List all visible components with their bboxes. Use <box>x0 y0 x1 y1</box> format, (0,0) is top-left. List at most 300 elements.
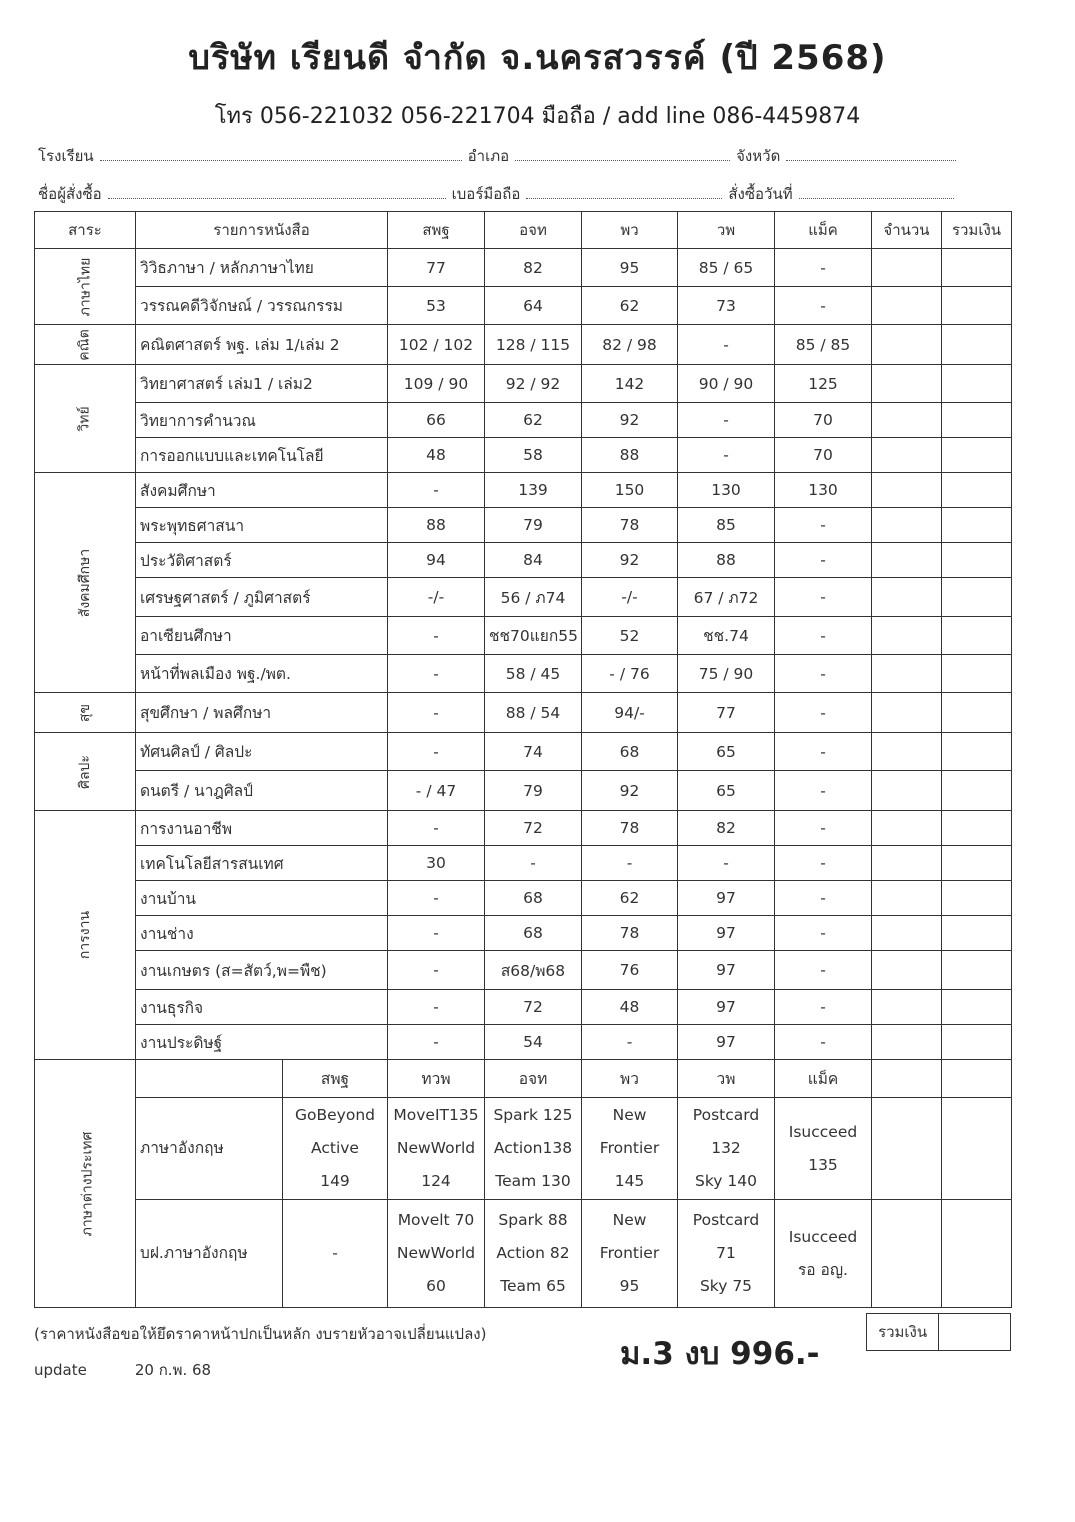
price-cell: - <box>775 771 872 811</box>
book-title: เศรษฐศาสตร์ / ภูมิศาสตร์ <box>136 578 388 617</box>
price-cell: 109 / 90 <box>388 365 485 403</box>
price-line: NewWorld <box>396 1139 476 1157</box>
subject-label: คณิต <box>76 328 93 361</box>
price-line: รอ อญ. <box>797 1260 848 1279</box>
price-cell <box>678 1098 775 1200</box>
price-line: Isucceed <box>788 1122 858 1141</box>
price-cell: 92 <box>582 403 678 438</box>
amount-cell[interactable] <box>942 508 1012 543</box>
quantity-cell[interactable] <box>872 403 942 438</box>
price-line: New <box>612 1106 647 1124</box>
price-cell: - <box>775 693 872 733</box>
price-cell: 84 <box>485 543 582 578</box>
budget-label: ม.3 งบ 996.- <box>620 1336 820 1372</box>
price-cell: 85 / 85 <box>775 325 872 365</box>
school-blank[interactable] <box>100 148 462 161</box>
buyer-label: ชื่อผู้สั่งซื้อ <box>38 185 102 203</box>
table-row <box>35 617 1012 655</box>
price-line: 132 <box>711 1139 741 1157</box>
price-cell: -/- <box>582 578 678 617</box>
table-row <box>35 771 1012 811</box>
foreign-header-row <box>35 1060 1012 1098</box>
header-wp: วพ <box>678 212 775 249</box>
book-title: วิทยาศาสตร์ เล่ม1 / เล่ม2 <box>136 365 388 403</box>
price-cell: - <box>485 846 582 881</box>
amount-cell[interactable] <box>942 846 1012 881</box>
price-line: 145 <box>614 1172 645 1190</box>
price-cell: - <box>388 1025 485 1060</box>
price-cell: 62 <box>582 881 678 916</box>
price-line: MoveIT135 <box>393 1106 479 1124</box>
price-cell: 68 <box>485 881 582 916</box>
price-line: Action138 <box>493 1139 573 1157</box>
book-title: คณิตศาสตร์ พฐ. เล่ม 1/เล่ม 2 <box>136 325 388 365</box>
price-cell: 97 <box>678 951 775 990</box>
quantity-cell[interactable] <box>872 771 942 811</box>
price-cell: -/- <box>388 578 485 617</box>
book-title: อาเซียนศึกษา <box>136 617 388 655</box>
price-cell: - <box>388 951 485 990</box>
price-cell <box>582 1200 678 1308</box>
price-cell: 128 / 115 <box>485 325 582 365</box>
table-row <box>35 881 1012 916</box>
book-title: งานช่าง <box>136 916 388 951</box>
quantity-cell[interactable] <box>872 1098 942 1200</box>
table-row <box>35 325 1012 365</box>
price-cell: 139 <box>485 473 582 508</box>
school-label: โรงเรียน <box>38 147 94 165</box>
price-cell: 48 <box>582 990 678 1025</box>
price-line: 71 <box>716 1244 736 1262</box>
header-book: รายการหนังสือ <box>136 212 388 249</box>
price-note: (ราคาหนังสือขอให้ยึดราคาหน้าปกเป็นหลัก งบรายหัวอาจเปลี่ยนแปลง) <box>34 1325 487 1343</box>
table-row <box>35 916 1012 951</box>
amount-cell[interactable] <box>942 617 1012 655</box>
amount-cell[interactable] <box>942 1098 1012 1200</box>
price-line: 149 <box>320 1172 350 1190</box>
table-row <box>35 1025 1012 1060</box>
price-cell: 90 / 90 <box>678 365 775 403</box>
price-table <box>34 211 1012 1308</box>
quantity-cell[interactable] <box>872 1025 942 1060</box>
table-row <box>35 990 1012 1025</box>
amount-cell[interactable] <box>942 811 1012 846</box>
quantity-cell[interactable] <box>872 473 942 508</box>
book-title: ทัศนศิลป์ / ศิลปะ <box>136 733 388 771</box>
province-blank[interactable] <box>786 148 956 161</box>
header-row <box>35 212 1012 249</box>
order-date-label: สั่งซื้อวันที่ <box>728 185 793 203</box>
amount-cell[interactable] <box>942 543 1012 578</box>
book-title: งานบ้าน <box>136 881 388 916</box>
book-title: การงานอาชีพ <box>136 811 388 846</box>
price-line: Team 130 <box>495 1172 571 1190</box>
quantity-cell[interactable] <box>872 438 942 473</box>
book-title: ประวัติศาสตร์ <box>136 543 388 578</box>
price-cell: - / 47 <box>388 771 485 811</box>
grand-total-label: รวมเงิน <box>867 1314 939 1351</box>
price-cell: - <box>388 617 485 655</box>
quantity-cell[interactable] <box>872 1060 942 1098</box>
price-cell: 66 <box>388 403 485 438</box>
price-cell: 62 <box>485 403 582 438</box>
price-cell: 130 <box>678 473 775 508</box>
price-cell: - <box>388 655 485 693</box>
price-line: Postcard <box>692 1211 760 1229</box>
contact-phone: โทร 056-221032 056-221704 มือถือ / add line 086-4459874 <box>214 104 861 129</box>
amount-cell[interactable] <box>942 325 1012 365</box>
price-line: 95 <box>619 1277 640 1295</box>
price-cell: - <box>775 655 872 693</box>
amount-cell[interactable] <box>942 1200 1012 1308</box>
price-cell: 97 <box>678 916 775 951</box>
quantity-cell[interactable] <box>872 1200 942 1308</box>
book-title: วรรณคดีวิจักษณ์ / วรรณกรรม <box>136 287 388 325</box>
quantity-cell[interactable] <box>872 508 942 543</box>
price-cell: - <box>775 543 872 578</box>
table-row <box>35 287 1012 325</box>
price-line: GoBeyond <box>295 1106 375 1124</box>
foreign-publisher-header: วพ <box>678 1060 775 1098</box>
price-cell: 68 <box>582 733 678 771</box>
price-cell: - <box>775 881 872 916</box>
book-title: งานประดิษฐ์ <box>136 1025 388 1060</box>
price-cell: 125 <box>775 365 872 403</box>
district-blank[interactable] <box>515 148 730 161</box>
price-cell: 74 <box>485 733 582 771</box>
header-subject: สาระ <box>35 212 136 249</box>
subject-label: ศิลปะ <box>77 754 93 789</box>
price-cell: - <box>678 846 775 881</box>
book-title: งานธุรกิจ <box>136 990 388 1025</box>
book-title: สุขศึกษา / พลศึกษา <box>136 693 388 733</box>
price-cell: 94 <box>388 543 485 578</box>
grand-total-value[interactable] <box>939 1314 1011 1351</box>
book-title: วิวิธภาษา / หลักภาษาไทย <box>136 249 388 287</box>
price-cell: - <box>775 1025 872 1060</box>
quantity-cell[interactable] <box>872 846 942 881</box>
price-cell: - <box>775 846 872 881</box>
price-cell: 82 <box>678 811 775 846</box>
header-ajt: อจท <box>485 212 582 249</box>
district-label: อำเภอ <box>467 147 510 165</box>
amount-cell[interactable] <box>942 287 1012 325</box>
price-cell: - <box>775 990 872 1025</box>
table-row <box>35 473 1012 508</box>
price-cell: - <box>775 578 872 617</box>
price-cell: 75 / 90 <box>678 655 775 693</box>
book-title: เทคโนโลยีสารสนเทศ <box>136 846 388 881</box>
amount-cell[interactable] <box>942 733 1012 771</box>
price-cell: 79 <box>485 771 582 811</box>
price-cell: - <box>582 1025 678 1060</box>
header-pw: พว <box>582 212 678 249</box>
price-cell <box>775 1200 872 1308</box>
price-line: Sky 140 <box>695 1172 757 1190</box>
price-cell: 78 <box>582 811 678 846</box>
subject-label: การงาน <box>77 910 93 960</box>
quantity-cell[interactable] <box>872 733 942 771</box>
table-row <box>35 951 1012 990</box>
quantity-cell[interactable] <box>872 249 942 287</box>
book-title: หน้าที่พลเมือง พฐ./พต. <box>136 655 388 693</box>
header-sum: รวมเงิน <box>942 212 1012 249</box>
amount-cell[interactable] <box>942 771 1012 811</box>
price-cell: 94/- <box>582 693 678 733</box>
price-line: New <box>612 1211 647 1229</box>
update-info <box>34 1358 259 1382</box>
price-cell: 142 <box>582 365 678 403</box>
amount-cell[interactable] <box>942 1025 1012 1060</box>
price-cell: 97 <box>678 1025 775 1060</box>
quantity-cell[interactable] <box>872 578 942 617</box>
price-cell: 88 <box>582 438 678 473</box>
price-cell: - <box>775 916 872 951</box>
amount-cell[interactable] <box>942 473 1012 508</box>
price-cell <box>485 1200 582 1308</box>
price-cell: 72 <box>485 990 582 1025</box>
quantity-cell[interactable] <box>872 951 942 990</box>
price-line: Postcard <box>692 1106 760 1124</box>
amount-cell[interactable] <box>942 990 1012 1025</box>
company-title: บริษัท เรียนดี จำกัด จ.นครสวรรค์ (ปี 2568) <box>188 38 887 78</box>
price-cell: 97 <box>678 990 775 1025</box>
price-line: Active <box>311 1139 359 1157</box>
price-line: 135 <box>808 1155 838 1174</box>
buyer-blank[interactable] <box>108 186 446 199</box>
amount-cell[interactable] <box>942 1060 1012 1098</box>
book-title: บฝ.ภาษาอังกฤษ <box>136 1200 283 1308</box>
amount-cell[interactable] <box>942 881 1012 916</box>
amount-cell[interactable] <box>942 951 1012 990</box>
amount-cell[interactable] <box>942 693 1012 733</box>
province-label: จังหวัด <box>736 147 781 165</box>
quantity-cell[interactable] <box>872 990 942 1025</box>
price-cell: 70 <box>775 438 872 473</box>
price-cell: 130 <box>775 473 872 508</box>
price-cell: 95 <box>582 249 678 287</box>
price-cell: 53 <box>388 287 485 325</box>
price-cell: ชช.74 <box>678 617 775 655</box>
book-title: งานเกษตร (ส=สัตว์,พ=พืช) <box>136 951 388 990</box>
form-line-school <box>38 144 962 168</box>
subject-cell <box>35 733 136 811</box>
price-cell: 92 <box>582 543 678 578</box>
price-cell: - <box>388 733 485 771</box>
book-title: วิทยาการคำนวณ <box>136 403 388 438</box>
header-qty: จำนวน <box>872 212 942 249</box>
quantity-cell[interactable] <box>872 693 942 733</box>
price-cell: 72 <box>485 811 582 846</box>
foreign-publisher-header: แม็ค <box>775 1060 872 1098</box>
price-cell: - <box>678 438 775 473</box>
price-cell: 64 <box>485 287 582 325</box>
table-row <box>35 403 1012 438</box>
quantity-cell[interactable] <box>872 881 942 916</box>
quantity-cell[interactable] <box>872 543 942 578</box>
price-cell <box>485 1098 582 1200</box>
foreign-publisher-header: ทวพ <box>388 1060 485 1098</box>
subject-cell <box>35 249 136 325</box>
price-cell: 88 <box>678 543 775 578</box>
subject-cell <box>35 693 136 733</box>
price-cell: - <box>388 811 485 846</box>
subject-cell <box>35 1060 136 1308</box>
grand-total-box <box>866 1313 1011 1351</box>
table-row <box>35 733 1012 771</box>
price-cell: 77 <box>388 249 485 287</box>
amount-cell[interactable] <box>942 578 1012 617</box>
price-cell: 76 <box>582 951 678 990</box>
price-cell: - <box>388 473 485 508</box>
table-row <box>35 578 1012 617</box>
mobile-label: เบอร์มือถือ <box>451 185 521 203</box>
price-cell: 70 <box>775 403 872 438</box>
book-title: การออกแบบและเทคโนโลยี <box>136 438 388 473</box>
update-label: update <box>34 1361 87 1379</box>
subject-cell <box>35 365 136 473</box>
table-row <box>35 655 1012 693</box>
price-cell: 52 <box>582 617 678 655</box>
subject-cell <box>35 811 136 1060</box>
book-title: ดนตรี / นาฎศิลป์ <box>136 771 388 811</box>
table-row <box>35 846 1012 881</box>
price-line: Spark 88 <box>498 1211 568 1229</box>
form-line-buyer <box>38 182 960 206</box>
price-cell: 79 <box>485 508 582 543</box>
price-cell: 62 <box>582 287 678 325</box>
subject-label: ภาษาต่างประเทศ <box>79 1131 96 1236</box>
price-cell: 88 / 54 <box>485 693 582 733</box>
price-line: 124 <box>421 1172 451 1190</box>
price-cell: 77 <box>678 693 775 733</box>
subject-label: ภาษาไทย <box>77 257 93 316</box>
subject-label: สุข <box>77 703 93 722</box>
price-cell: 67 / ภ72 <box>678 578 775 617</box>
price-cell: - <box>388 693 485 733</box>
price-cell: - <box>775 508 872 543</box>
subject-cell <box>35 473 136 693</box>
table-row <box>35 1200 1012 1308</box>
price-cell: 88 <box>388 508 485 543</box>
book-title: สังคมศึกษา <box>136 473 388 508</box>
price-cell: ชช70แยก55 <box>485 617 582 655</box>
price-line: NewWorld <box>396 1244 476 1262</box>
book-title: พระพุทธศาสนา <box>136 508 388 543</box>
price-cell <box>388 1200 485 1308</box>
price-cell: 56 / ภ74 <box>485 578 582 617</box>
price-cell: 58 <box>485 438 582 473</box>
price-cell: ส68/พ68 <box>485 951 582 990</box>
price-cell: - <box>775 811 872 846</box>
price-cell: - <box>582 846 678 881</box>
table-row <box>35 811 1012 846</box>
price-cell: 92 / 92 <box>485 365 582 403</box>
price-line: Sky 75 <box>699 1277 753 1295</box>
price-cell: - <box>775 733 872 771</box>
price-line: Frontier <box>599 1244 660 1262</box>
amount-cell[interactable] <box>942 249 1012 287</box>
amount-cell[interactable] <box>942 365 1012 403</box>
price-cell: - <box>775 249 872 287</box>
price-cell: - <box>775 287 872 325</box>
price-cell <box>283 1200 388 1308</box>
price-line: Spark 125 <box>493 1106 573 1124</box>
quantity-cell[interactable] <box>872 365 942 403</box>
mobile-blank[interactable] <box>526 186 722 199</box>
price-cell <box>582 1098 678 1200</box>
price-cell: - <box>388 916 485 951</box>
price-cell: 150 <box>582 473 678 508</box>
subject-label: สังคมศึกษา <box>77 548 93 617</box>
foreign-publisher-header: พว <box>582 1060 678 1098</box>
subject-label: วิทย์ <box>76 405 93 432</box>
price-cell: - <box>775 617 872 655</box>
quantity-cell[interactable] <box>872 655 942 693</box>
price-cell <box>283 1098 388 1200</box>
book-title: ภาษาอังกฤษ <box>136 1098 283 1200</box>
price-cell: - <box>678 325 775 365</box>
price-cell <box>388 1098 485 1200</box>
price-cell: 102 / 102 <box>388 325 485 365</box>
price-cell: 85 / 65 <box>678 249 775 287</box>
price-cell: 82 / 98 <box>582 325 678 365</box>
amount-cell[interactable] <box>942 438 1012 473</box>
amount-cell[interactable] <box>942 403 1012 438</box>
price-cell: 58 / 45 <box>485 655 582 693</box>
quantity-cell[interactable] <box>872 325 942 365</box>
table-row <box>35 249 1012 287</box>
table-row <box>35 438 1012 473</box>
table-row <box>35 693 1012 733</box>
quantity-cell[interactable] <box>872 617 942 655</box>
price-cell: 30 <box>388 846 485 881</box>
amount-cell[interactable] <box>942 916 1012 951</box>
table-row <box>35 543 1012 578</box>
order-date-blank[interactable] <box>799 186 954 199</box>
header-spt: สพฐ <box>388 212 485 249</box>
price-cell: - <box>678 403 775 438</box>
foreign-blank <box>136 1060 283 1098</box>
price-cell: 82 <box>485 249 582 287</box>
foreign-publisher-header: สพฐ <box>283 1060 388 1098</box>
amount-cell[interactable] <box>942 655 1012 693</box>
quantity-cell[interactable] <box>872 287 942 325</box>
price-cell: 78 <box>582 508 678 543</box>
price-cell: - <box>775 951 872 990</box>
price-line: Action 82 <box>496 1244 570 1262</box>
price-line: Movelt 70 <box>397 1211 475 1229</box>
price-line: Team 65 <box>500 1277 566 1295</box>
quantity-cell[interactable] <box>872 811 942 846</box>
table-row <box>35 508 1012 543</box>
price-cell: 78 <box>582 916 678 951</box>
price-cell: 85 <box>678 508 775 543</box>
price-cell <box>775 1098 872 1200</box>
price-cell: 65 <box>678 771 775 811</box>
update-date: 20 ก.พ. 68 <box>134 1361 212 1379</box>
quantity-cell[interactable] <box>872 916 942 951</box>
price-line: Isucceed <box>788 1227 858 1246</box>
price-cell: 54 <box>485 1025 582 1060</box>
table-row <box>35 1098 1012 1200</box>
header-mac: แม็ค <box>775 212 872 249</box>
price-cell: - / 76 <box>582 655 678 693</box>
price-line: Frontier <box>599 1139 660 1157</box>
foreign-publisher-header: อจท <box>485 1060 582 1098</box>
price-cell: 92 <box>582 771 678 811</box>
price-line: 60 <box>426 1277 446 1295</box>
